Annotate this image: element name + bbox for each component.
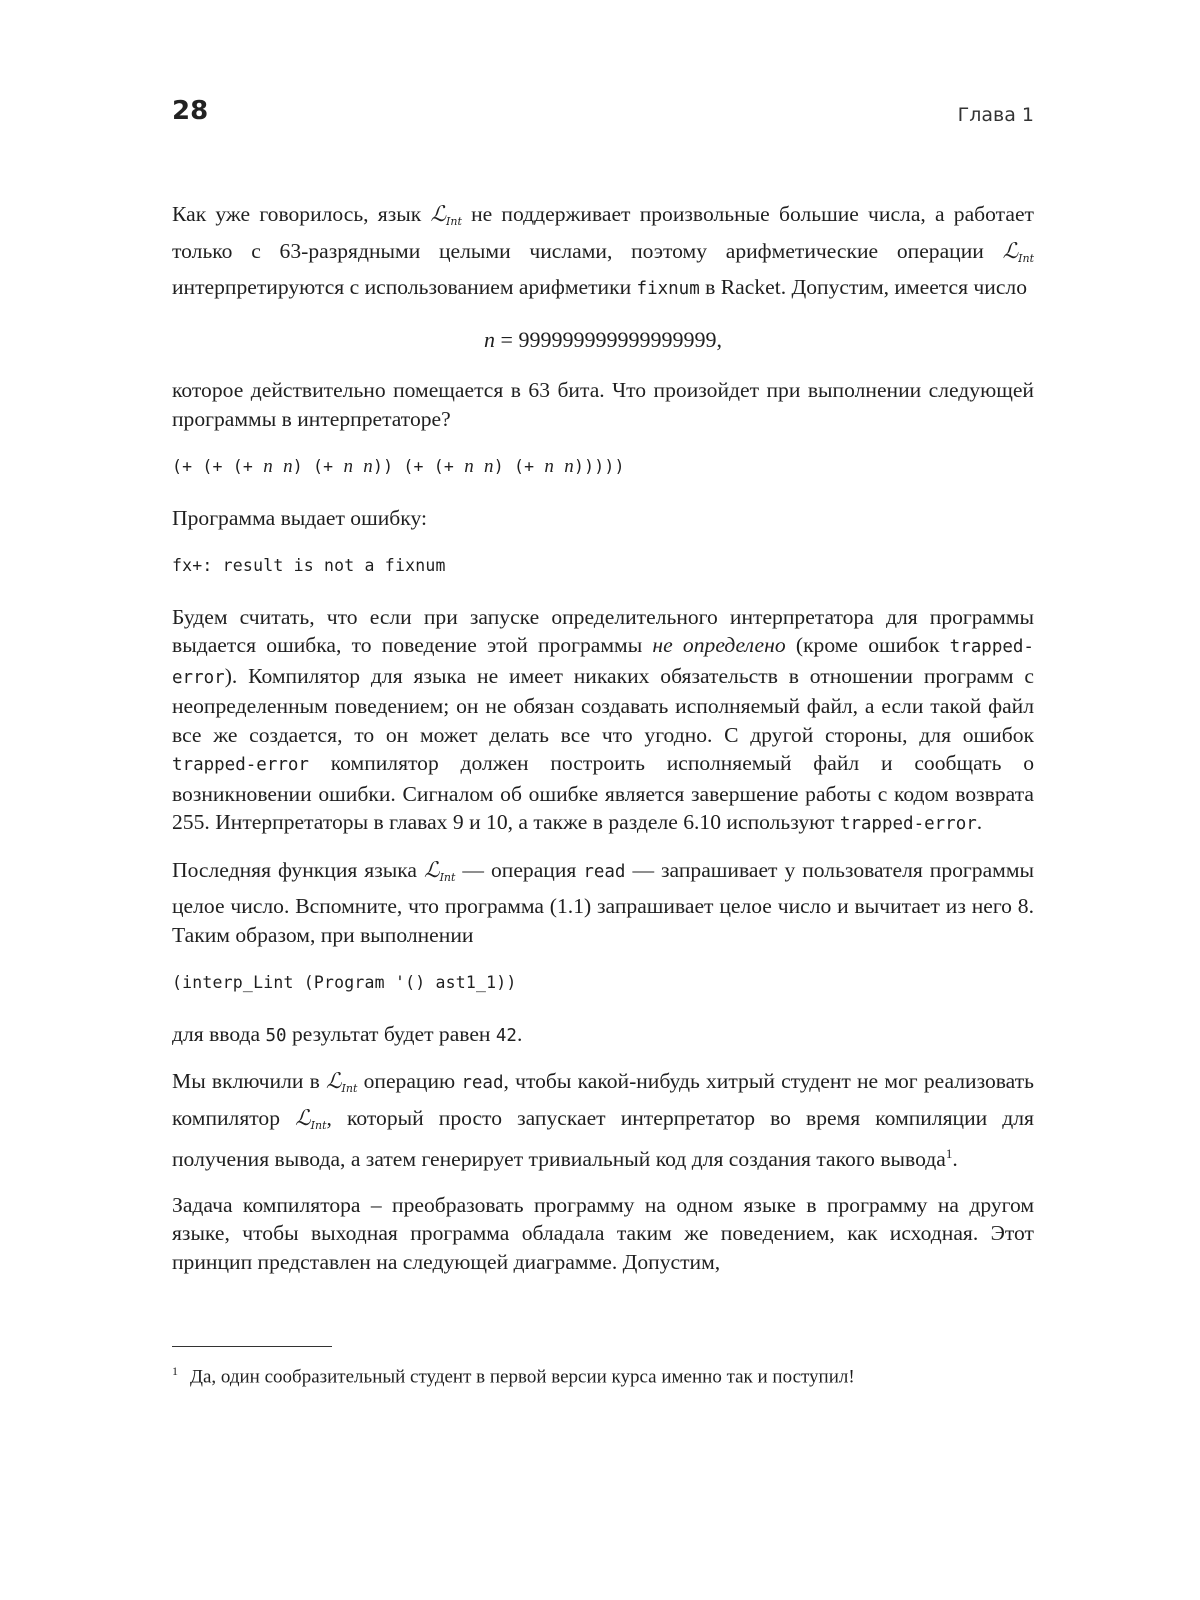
code-block-error: fx+: result is not a fixnum <box>172 556 446 575</box>
page-number: 28 <box>172 96 209 126</box>
paragraph-8: Задача компилятора – преобразовать программу на одном языке в программу на другом языке, чтобы выходная программа обладала таким же поведением, как исходная. Этот принцип представлен на следующей диаграмме. Допустим, <box>172 1192 1034 1274</box>
paragraph-7: Мы включили в ℒ$_{Int}$ операцию read, чтобы какой-нибудь хитрый студент не мог реализовать компилятор ℒ$_{Int}$, который просто запускает интерпретатор во время компиляции для получения вывода, а затем генерирует тривиальный код для создания такого вывода$^1$. <box>172 1069 1034 1172</box>
code-block-interp: (interp_Lint (Program '() ast1_1)) <box>172 973 517 992</box>
lang-lint: ℒ$_{Int}$ <box>1002 238 1034 265</box>
inline-code: fixnum <box>636 279 700 299</box>
inline-code: read <box>461 1073 504 1093</box>
footnote <box>172 1358 1034 1390</box>
inline-code: 50 <box>265 1025 287 1046</box>
main-text <box>172 200 1034 1293</box>
inline-code: trapped-error <box>172 637 1034 688</box>
lang-lint: ℒ$_{Int}$ <box>424 857 456 884</box>
lang-lint: ℒ$_{Int}$ <box>295 1105 327 1132</box>
footnote-divider <box>172 1346 332 1347</box>
text: Как уже говорилось, язык <box>172 202 431 226</box>
paragraph-4: Будем считать, что если при запуске определительного интерпретатора для программы выдается ошибка, то поведение этой программы не определено (кроме ошибок trapped-error). Компилятор для языка не имеет никаких обязательств в отношении программ с неопределенным поведением; он не обязан создавать исполняемый файл, а если такой файл все же создается, то он может делать все что угодно. С другой стороны, для ошибок trapped-error компилятор должен построить исполняемый файл и сообщать о возникновении ошибки. Сигналом об ошибке является завершение работы с кодом возврата 255. Интерпретаторы в главах 9 и 10, а также в разделе 6.10 используют trapped-error. <box>172 604 1034 834</box>
paragraph-6: для ввода 50 результат будет равен 42. <box>172 1021 523 1046</box>
footnote-mark: 1 <box>172 1364 178 1378</box>
chapter-title: Глава 1 <box>957 104 1034 126</box>
inline-code: read <box>583 861 626 882</box>
footnote-ref[interactable]: 1 <box>945 1146 953 1161</box>
paragraph-5: Последняя функция языка ℒ$_{Int}$ — операция read — запрашивает у пользователя программы целое число. Вспомните, что программа (1.1) запрашивает целое число и вычитает из него 8. Таким образом, при выполнении <box>172 857 1034 947</box>
paragraph-3: Программа выдает ошибку: <box>172 505 427 530</box>
page-header <box>172 96 1034 140</box>
paragraph-2: которое действительно помещается в 63 бита. Что произойдет при выполнении следующей программы в интерпретаторе? <box>172 378 1034 431</box>
emphasis: не определено <box>652 633 786 657</box>
paragraph-1 <box>172 200 1034 304</box>
inline-code: trapped-error <box>172 755 309 775</box>
text: интерпретируются с использованием арифметики <box>172 275 637 299</box>
lang-lint: ℒ$_{Int}$ <box>325 1069 358 1095</box>
lang-lint: ℒ$_{Int}$ <box>430 202 462 228</box>
formula: n = 999999999999999999, <box>484 326 722 352</box>
footnote-text: Да, один сообразительный студент в первой версии курса именно так и поступил! <box>190 1366 855 1388</box>
code-block-program: (+ (+ (+ n n) (+ n n)) (+ (+ n n) (+ n n))))) <box>172 456 625 477</box>
inline-code: 42 <box>495 1025 517 1046</box>
text: не поддерживает произвольные большие числа, а работает только с 63-разрядными целыми числами, поэтому арифметические операции <box>172 202 1034 263</box>
text: в Racket. Допустим, имеется число <box>699 275 1027 299</box>
inline-code: trapped-error <box>839 814 977 834</box>
